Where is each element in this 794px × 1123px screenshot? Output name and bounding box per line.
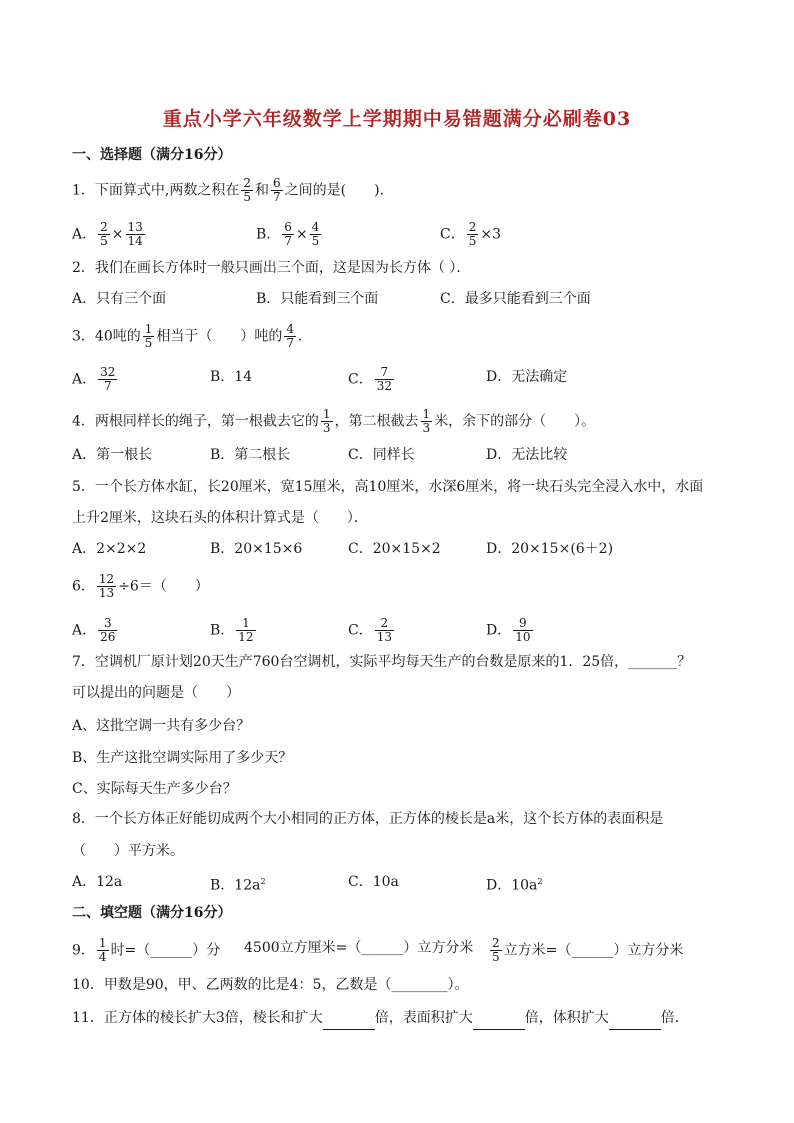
q2-option-c: C．最多只能看到三个面 bbox=[440, 291, 591, 307]
page-title: 重点小学六年级数学上学期期中易错题满分必刷卷03 bbox=[162, 108, 632, 130]
question-10: 10．甲数是90，甲、乙两数的比是4：5，乙数是（________）。 bbox=[72, 977, 469, 993]
q5-option-c: C．20×15×2 bbox=[348, 541, 441, 557]
q8-option-a: A．12a bbox=[72, 874, 123, 890]
q1-option-b: B． $\frac{6}{7}$ × $\frac{4}{5}$ bbox=[256, 220, 320, 248]
fraction: $\frac{4}{5}$ bbox=[311, 220, 320, 248]
q6-option-b: B． $\frac{1}{12}$ bbox=[210, 616, 254, 644]
question-11: 11．正方体的棱长扩大3倍，棱长和扩大 倍，表面积扩大 倍，体积扩大 倍． bbox=[72, 1007, 689, 1030]
q8-option-c: C．10a bbox=[348, 874, 399, 890]
fraction: $\frac{1}{4}$ bbox=[98, 936, 107, 964]
question-3: 3．40吨的 $\frac{1}{5}$ 相当于（ ）吨的 $\frac{4}{7}$ ． bbox=[72, 322, 313, 350]
question-7-line-1: 7．空调机厂原计划20天生产760台空调机，实际平均每天生产的台数是原来的1．25倍，_______？ bbox=[72, 654, 692, 670]
question-8-line-1: 8．一个长方体正好能切成两个大小相同的正方体，正方体的棱长是a米，这个长方体的表面积是 bbox=[72, 811, 664, 827]
fraction: $\frac{2}{13}$ bbox=[376, 616, 392, 644]
fraction: $\frac{6}{7}$ bbox=[284, 220, 292, 248]
q7-option-a: A、这批空调一共有多少台？ bbox=[72, 718, 251, 734]
q8-option-b: B．$12a^2$ bbox=[210, 877, 266, 894]
q5-option-a: A．2×2×2 bbox=[72, 541, 147, 557]
q3-option-a: A． $\frac{32}{7}$ bbox=[72, 365, 116, 393]
q8-option-d: D．$10a^2$ bbox=[486, 877, 543, 894]
question-2: 2．我们在画长方体时一般只画出三个面，这是因为长方体（ ）． bbox=[72, 260, 471, 276]
section-heading-choice: 一、选择题（满分16分） bbox=[72, 147, 232, 163]
fraction: $\frac{13}{14}$ bbox=[127, 220, 143, 248]
fraction: $\frac{3}{26}$ bbox=[100, 616, 116, 644]
answer-blank[interactable]: _______ bbox=[628, 654, 678, 670]
q6-option-a: A． $\frac{3}{26}$ bbox=[72, 616, 116, 644]
q1-text: 1．下面算式中,两数之积在 bbox=[72, 182, 240, 199]
question-9-part-2: 4500立方厘米=（______）立方分米 bbox=[244, 940, 474, 956]
q3-option-c: C． $\frac{7}{32}$ bbox=[348, 365, 392, 393]
answer-blank[interactable] bbox=[609, 1007, 661, 1030]
question-1 bbox=[72, 177, 394, 204]
q5-option-b: B．20×15×6 bbox=[210, 541, 303, 557]
q5-option-d: D．20×15×(6＋2) bbox=[486, 541, 614, 557]
fraction: $\frac{6}{7}$ bbox=[273, 176, 281, 204]
fraction: $\frac{1}{3}$ bbox=[322, 407, 331, 435]
answer-blank[interactable] bbox=[473, 1007, 525, 1030]
fraction: $\frac{32}{7}$ bbox=[100, 365, 116, 393]
q3-option-d: D．无法确定 bbox=[486, 369, 568, 385]
q1-option-c: C． $\frac{2}{5}$ ×3 bbox=[440, 220, 501, 248]
fraction: $\frac{12}{13}$ bbox=[98, 572, 115, 600]
q4-option-b: B．第二根长 bbox=[210, 447, 291, 463]
q2-option-a: A．只有三个面 bbox=[72, 291, 167, 307]
q4-option-c: C．同样长 bbox=[348, 447, 415, 463]
question-9-part-3: $\frac{2}{5}$ 立方米=（______）立方分米 bbox=[492, 936, 684, 964]
q7-option-b: B、生产这批空调实际用了多少天？ bbox=[72, 750, 293, 766]
fraction: $\frac{1}{12}$ bbox=[238, 616, 254, 644]
fraction: $\frac{4}{7}$ bbox=[286, 322, 295, 350]
q3-option-b: B．14 bbox=[210, 369, 253, 385]
fraction: $\frac{2}{5}$ bbox=[468, 220, 477, 248]
q4-option-a: A．第一根长 bbox=[72, 447, 153, 463]
fraction: $\frac{1}{3}$ bbox=[422, 407, 431, 435]
fraction: $\frac{2}{5}$ bbox=[243, 176, 251, 204]
q2-option-b: B．只能看到三个面 bbox=[256, 291, 379, 307]
q6-option-c: C． $\frac{2}{13}$ bbox=[348, 616, 392, 644]
q4-option-d: D．无法比较 bbox=[486, 447, 568, 463]
q7-option-c: C、实际每天生产多少台？ bbox=[72, 781, 237, 797]
q6-option-d: D． $\frac{9}{10}$ bbox=[486, 616, 531, 644]
question-8-line-2: （ ）平方米。 bbox=[72, 843, 184, 859]
question-7-line-2: 可以提出的问题是（ ） bbox=[72, 685, 240, 701]
fraction: $\frac{2}{5}$ bbox=[100, 220, 108, 248]
q1-option-a: A． $\frac{2}{5}$ × $\frac{13}{14}$ bbox=[72, 220, 143, 248]
q1-text: 和 bbox=[255, 182, 269, 199]
fraction: $\frac{7}{32}$ bbox=[376, 365, 392, 393]
question-4: 4．两根同样长的绳子，第一根截去它的 $\frac{1}{3}$ ，第二根截去 $\frac{1}{3}$ 米，余下的部分（ ）。 bbox=[72, 407, 596, 435]
question-5-line-1: 5．一个长方体水缸，长20厘米，宽15厘米，高10厘米，水深6厘米，将一块石头完全浸入水中，水面 bbox=[72, 479, 704, 495]
answer-blank[interactable] bbox=[323, 1007, 375, 1030]
fraction: $\frac{2}{5}$ bbox=[492, 936, 500, 964]
fraction: $\frac{9}{10}$ bbox=[515, 616, 531, 644]
question-5-line-2: 上升2厘米，这块石头的体积计算式是（ ）． bbox=[72, 510, 368, 526]
fraction: $\frac{1}{5}$ bbox=[144, 322, 153, 350]
question-6: 6． $\frac{12}{13}$ ÷6＝（ ） bbox=[72, 572, 209, 600]
q1-text: 之间的是( )． bbox=[284, 182, 394, 199]
question-9-part-1: 9． $\frac{1}{4}$ 时=（______）分 bbox=[72, 936, 221, 964]
section-heading-fill: 二、填空题（满分16分） bbox=[72, 905, 232, 921]
